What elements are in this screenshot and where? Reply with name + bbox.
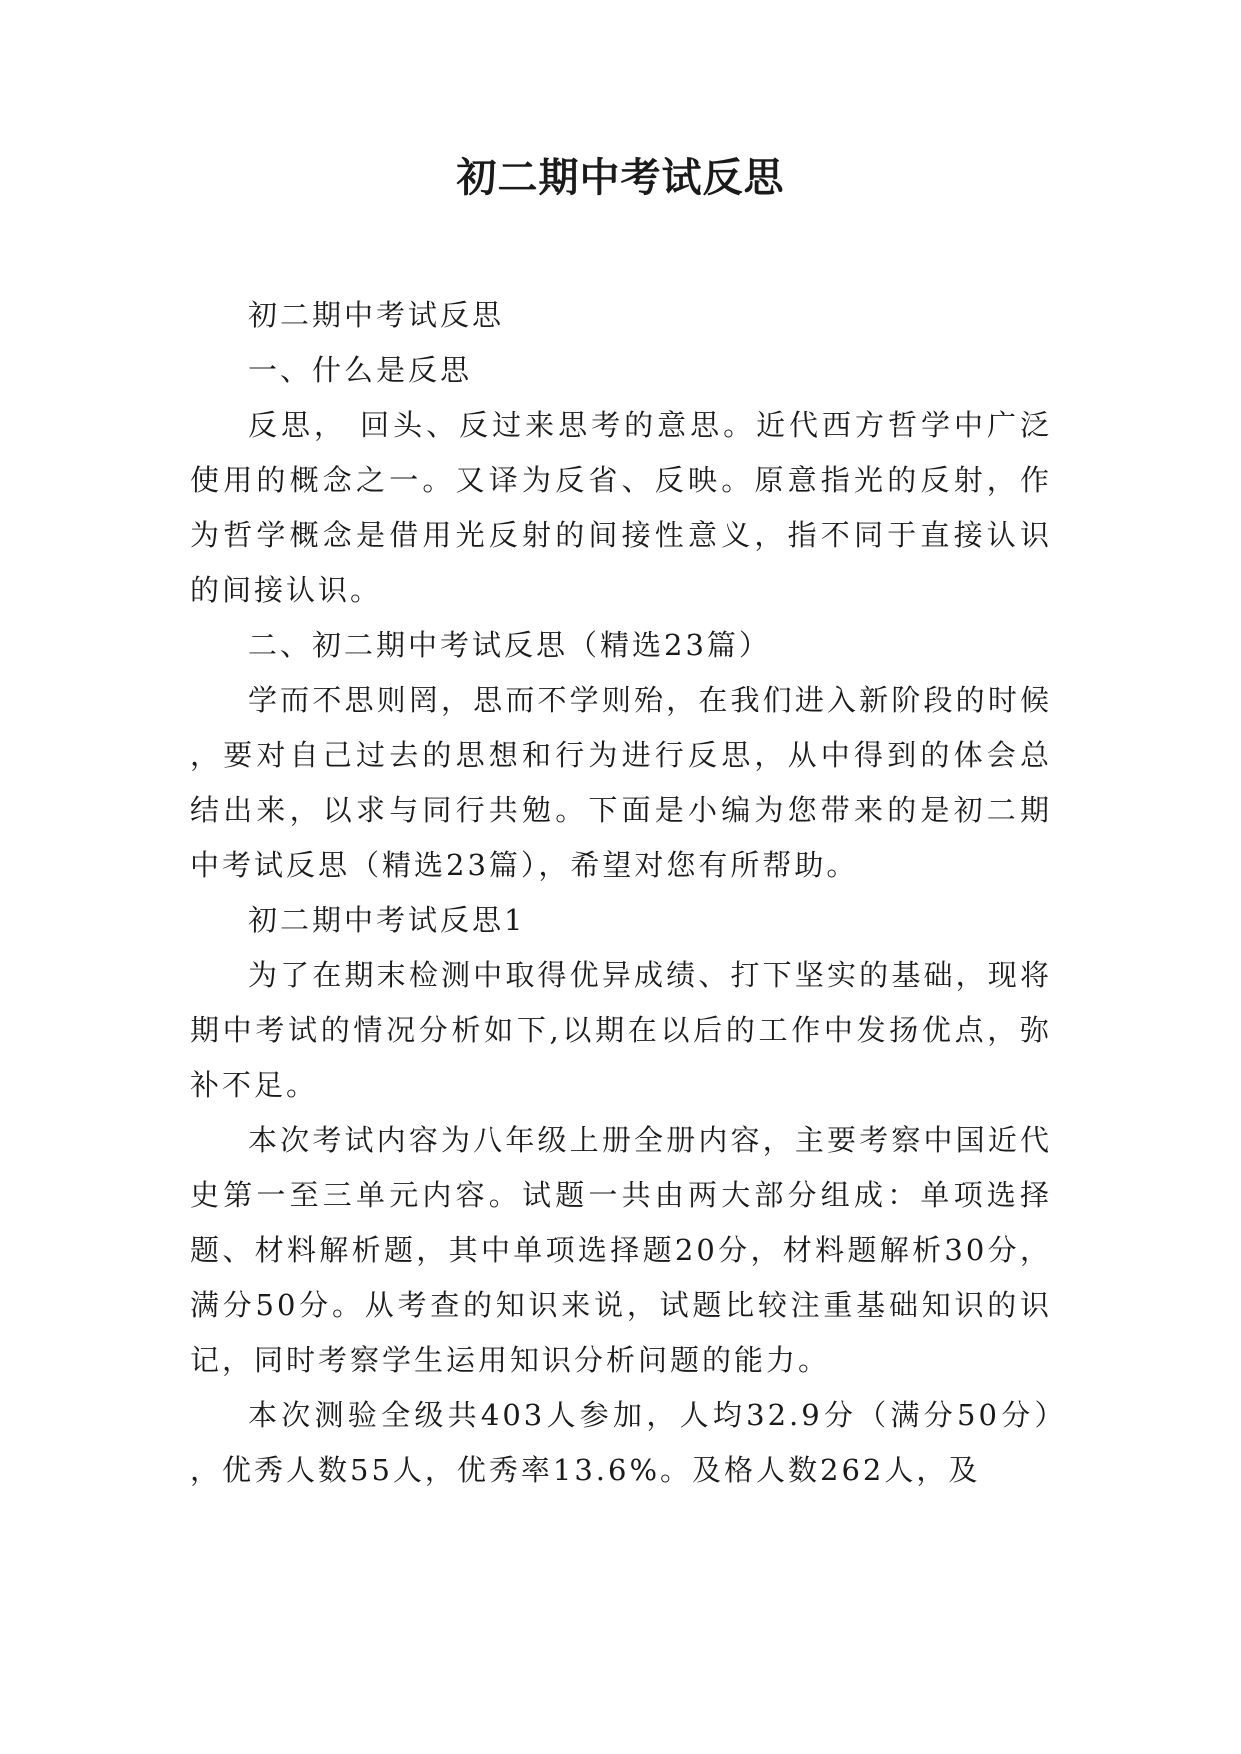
paragraph-subtitle: 初二期中考试反思 [248,298,505,332]
paragraph-heading-what-is-reflection: 一、什么是反思 [248,353,473,387]
paragraph-purpose: 为了在期末检测中取得优异成绩、打下坚实的基础，现将期中考试的情况分析如下,以期在以后的工作中发扬优点，弥补不足。 [190,958,1052,1102]
paragraph-exam-content: 本次考试内容为八年级上册全册内容，主要考察中国近代史第一至三单元内容。试题一共由两大部分组成：单项选择题、材料解析题，其中单项选择题20分，材料题解析30分，满分50分。从考查的知识来说，试题比较注重基础知识的识记，同时考察学生运用知识分析问题的能力。 [190,1123,1052,1377]
paragraph-exam-stats: 本次测验全级共403人参加，人均32.9分（满分50分），优秀人数55人，优秀率13.6%。及格人数262人，及 [190,1398,1052,1487]
document-body [190,288,1052,1498]
document-title: 初二期中考试反思 [456,155,785,201]
paragraph-heading-selection: 二、初二期中考试反思（精选23篇） [248,628,771,662]
paragraph-intro: 学而不思则罔，思而不学则殆，在我们进入新阶段的时候，要对自己过去的思想和行为进行反思，从中得到的体会总结出来，以求与同行共勉。下面是小编为您带来的是初二期中考试反思（精选23篇），希望对您有所帮助。 [190,683,1052,882]
paragraph-definition: 反思， 回头、反过来思考的意思。近代西方哲学中广泛使用的概念之一。又译为反省、反映。原意指光的反射，作为哲学概念是借用光反射的间接性意义，指不同于直接认识的间接认识。 [190,408,1052,607]
paragraph-heading-reflection-1: 初二期中考试反思1 [248,903,526,937]
